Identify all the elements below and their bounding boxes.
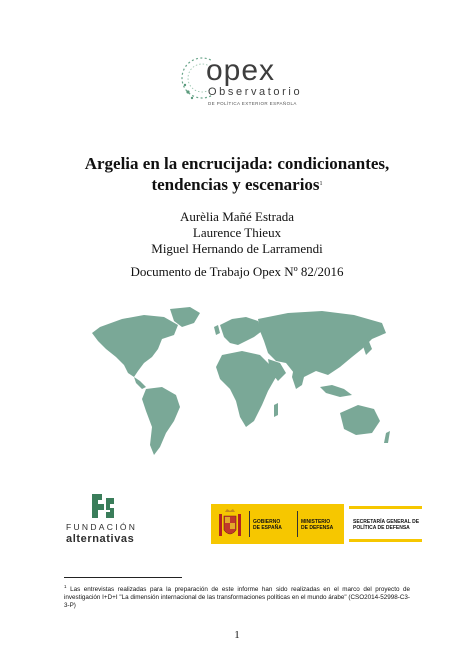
gobierno-espana-banner — [211, 504, 422, 544]
author-3: Miguel Hernando de Larramendi — [151, 241, 323, 256]
secretaria-label — [353, 519, 419, 531]
footnote-separator — [64, 577, 182, 578]
fundacion-label: FUNDACIÓN — [66, 522, 138, 532]
gobierno-label — [253, 519, 282, 531]
opex-logo — [178, 52, 303, 114]
author-2: Laurence Thieux — [192, 225, 282, 240]
gobierno-line-2: DE ESPAÑA — [253, 525, 282, 531]
alternativas-label: alternativas — [66, 533, 135, 545]
title-text: tendencias y escenarios — [151, 175, 320, 194]
footnote-text: Las entrevistas realizadas para la preparación de este informe han sido realizadas en el marco del proyecto de investigación I+D+I "La dimensión internacional de las transformaciones políticas en el mundo árabe" (CSO2014-52998-C3-3-P) — [64, 586, 410, 610]
document-number: Documento de Trabajo Opex Nº 82/2016 — [130, 264, 344, 279]
ministerio-line-2: DE DEFENSA — [301, 525, 334, 531]
fundacion-symbol-icon — [90, 492, 116, 520]
secretaria-line-1: SECRETARÍA GENERAL DE — [353, 519, 420, 525]
document-title-line-2 — [0, 174, 474, 195]
gov-separator-1 — [249, 511, 250, 537]
footnote — [64, 583, 410, 610]
secretaria-box — [349, 504, 422, 544]
secretaria-rule-bottom — [349, 539, 422, 542]
page-number: 1 — [234, 629, 240, 641]
secretaria-rule-top — [349, 506, 422, 509]
logo-subtitle: Observatorio — [208, 86, 303, 98]
ministerio-label — [301, 519, 333, 531]
world-map-image — [82, 305, 394, 465]
secretaria-line-2: POLÍTICA DE DEFENSA — [353, 525, 410, 531]
author-1: Aurèlia Mañé Estrada — [179, 209, 295, 224]
document-title-line-1: Argelia en la encrucijada: condicionantes, — [84, 154, 390, 173]
logo-name: opex — [206, 54, 276, 87]
title-footnote-mark: 1 — [319, 181, 323, 187]
fundacion-alternativas-logo — [66, 492, 156, 552]
spanish-coat-of-arms-icon — [217, 508, 243, 540]
gov-separator-2 — [297, 511, 298, 537]
logo-tagline: DE POLÍTICA EXTERIOR ESPAÑOLA — [208, 101, 297, 106]
gobierno-line-1: GOBIERNO — [253, 519, 281, 525]
footnote-mark: 1 — [64, 584, 67, 589]
ministerio-line-1: MINISTERIO — [301, 519, 331, 525]
